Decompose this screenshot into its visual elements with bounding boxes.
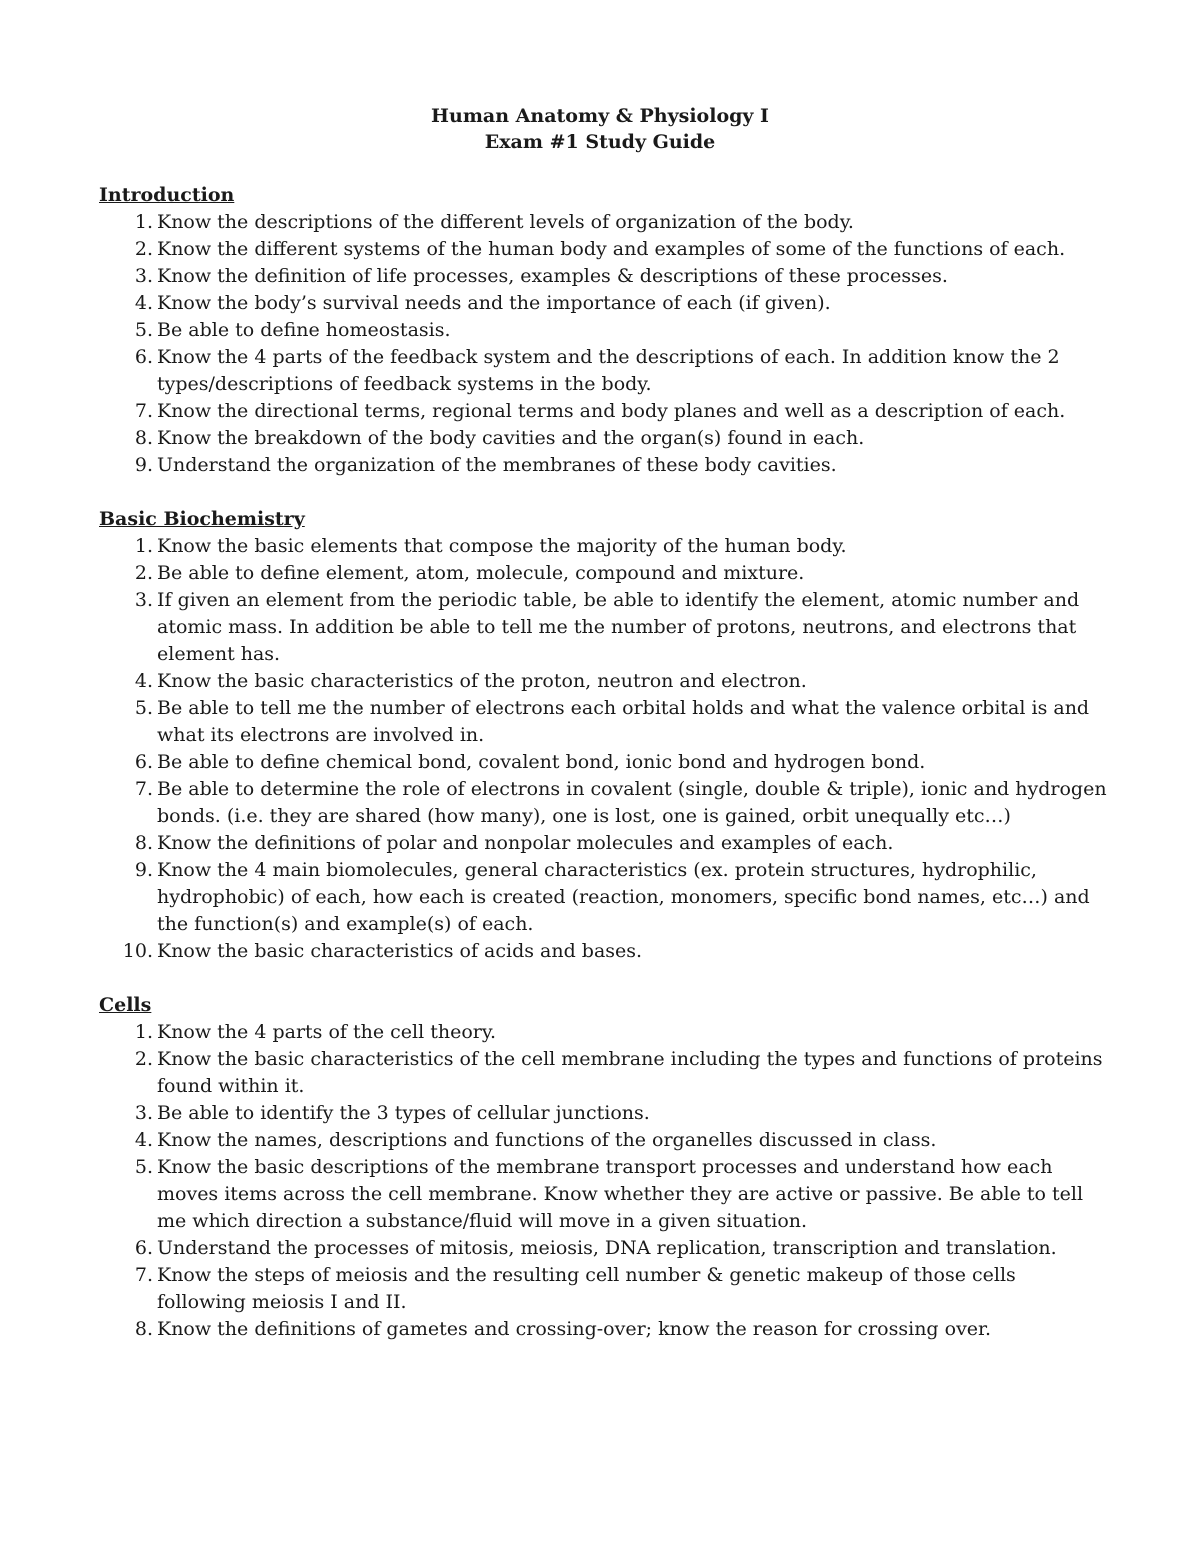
item-list: [99, 209, 1109, 479]
item-number: 8.: [134, 832, 153, 854]
item-text: Know the definition of life processes, examples & descriptions of these processes.: [157, 265, 948, 287]
item-number: 1.: [134, 1021, 153, 1043]
list-item: [99, 560, 1109, 587]
item-number: 6.: [134, 346, 153, 368]
item-text: Know the 4 main biomolecules, general characteristics (ex. protein structures, hydrophilic, hydrophobic) of each, how each is created (reaction, monomers, specific bond names, etc…) and the function(s) and example(s) of each.: [157, 859, 1090, 935]
list-item: [99, 290, 1109, 317]
list-item: [99, 209, 1109, 236]
section-heading: Cells: [99, 994, 152, 1016]
item-number: 4.: [134, 1129, 153, 1151]
item-number: 2.: [134, 1048, 153, 1070]
item-list: [99, 533, 1109, 965]
section-basic-biochemistry: [99, 506, 1109, 965]
list-item: [99, 857, 1109, 938]
item-number: 7.: [134, 400, 153, 422]
item-text: Know the 4 parts of the cell theory.: [157, 1021, 497, 1043]
list-item: [99, 1235, 1109, 1262]
item-text: Be able to identify the 3 types of cellular junctions.: [157, 1102, 650, 1124]
item-number: 1.: [134, 211, 153, 233]
item-text: If given an element from the periodic table, be able to identify the element, atomic number and atomic mass. In addition be able to tell me the number of protons, neutrons, and electrons that element has.: [157, 589, 1080, 665]
item-text: Know the different systems of the human body and examples of some of the functions of each.: [157, 238, 1066, 260]
section-introduction: [99, 182, 1109, 479]
list-item: [99, 938, 1109, 965]
item-text: Know the 4 parts of the feedback system and the descriptions of each. In addition know the 2 types/descriptions of feedback systems in the body.: [157, 346, 1060, 395]
item-text: Know the basic characteristics of the cell membrane including the types and functions of proteins found within it.: [157, 1048, 1103, 1097]
list-item: [99, 236, 1109, 263]
item-text: Know the basic descriptions of the membrane transport processes and understand how each moves items across the cell membrane. Know whether they are active or passive. Be able to tell me which direction a substance/fluid will move in a given situation.: [157, 1156, 1084, 1232]
list-item: [99, 776, 1109, 830]
list-item: [99, 398, 1109, 425]
list-item: [99, 533, 1109, 560]
list-item: [99, 1019, 1109, 1046]
item-number: 8.: [134, 427, 153, 449]
item-text: Know the body’s survival needs and the importance of each (if given).: [157, 292, 831, 314]
item-number: 2.: [134, 562, 153, 584]
item-number: 8.: [134, 1318, 153, 1340]
item-number: 9.: [134, 454, 153, 476]
item-number: 9.: [134, 859, 153, 881]
list-item: [99, 1316, 1109, 1343]
list-item: [99, 1154, 1109, 1235]
item-list: [99, 1019, 1109, 1343]
item-text: Know the descriptions of the different levels of organization of the body.: [157, 211, 854, 233]
item-text: Understand the organization of the membranes of these body cavities.: [157, 454, 837, 476]
item-number: 7.: [134, 778, 153, 800]
study-guide-content: [99, 182, 1109, 1370]
item-number: 5.: [134, 1156, 153, 1178]
item-text: Know the definitions of polar and nonpolar molecules and examples of each.: [157, 832, 894, 854]
item-number: 5.: [134, 697, 153, 719]
item-number: 3.: [134, 265, 153, 287]
list-item: [99, 668, 1109, 695]
list-item: [99, 1262, 1109, 1316]
list-item: [99, 425, 1109, 452]
section-heading: Introduction: [99, 184, 235, 206]
item-number: 3.: [134, 589, 153, 611]
item-text: Be able to determine the role of electrons in covalent (single, double & triple), ionic and hydrogen bonds. (i.e. they are shared (how many), one is lost, one is gained, orbit unequally etc…): [157, 778, 1107, 827]
item-text: Know the breakdown of the body cavities and the organ(s) found in each.: [157, 427, 865, 449]
item-number: 7.: [134, 1264, 153, 1286]
list-item: [99, 344, 1109, 398]
list-item: [99, 1100, 1109, 1127]
list-item: [99, 452, 1109, 479]
item-number: 2.: [134, 238, 153, 260]
list-item: [99, 830, 1109, 857]
item-text: Know the definitions of gametes and crossing-over; know the reason for crossing over.: [157, 1318, 992, 1340]
item-text: Be able to define chemical bond, covalent bond, ionic bond and hydrogen bond.: [157, 751, 926, 773]
item-number: 4.: [134, 292, 153, 314]
item-text: Be able to define homeostasis.: [157, 319, 451, 341]
list-item: [99, 695, 1109, 749]
item-text: Know the basic elements that compose the majority of the human body.: [157, 535, 847, 557]
item-number: 5.: [134, 319, 153, 341]
item-number: 1.: [134, 535, 153, 557]
list-item: [99, 749, 1109, 776]
item-text: Be able to define element, atom, molecule, compound and mixture.: [157, 562, 805, 584]
section-cells: [99, 992, 1109, 1343]
item-text: Know the basic characteristics of the proton, neutron and electron.: [157, 670, 807, 692]
list-item: [99, 1127, 1109, 1154]
item-text: Know the names, descriptions and functions of the organelles discussed in class.: [157, 1129, 937, 1151]
item-number: 6.: [134, 1237, 153, 1259]
list-item: [99, 1046, 1109, 1100]
item-number: 3.: [134, 1102, 153, 1124]
item-number: 10.: [122, 940, 153, 962]
item-text: Know the directional terms, regional terms and body planes and well as a description of each.: [157, 400, 1066, 422]
item-number: 4.: [134, 670, 153, 692]
item-text: Understand the processes of mitosis, meiosis, DNA replication, transcription and translation.: [157, 1237, 1057, 1259]
list-item: [99, 263, 1109, 290]
list-item: [99, 587, 1109, 668]
list-item: [99, 317, 1109, 344]
document-title: Human Anatomy & Physiology I: [431, 105, 769, 127]
title-block: [0, 103, 1200, 155]
item-text: Be able to tell me the number of electrons each orbital holds and what the valence orbital is and what its electrons are involved in.: [157, 697, 1090, 746]
item-text: Know the steps of meiosis and the resulting cell number & genetic makeup of those cells following meiosis I and II.: [157, 1264, 1016, 1313]
document-subtitle: Exam #1 Study Guide: [484, 131, 716, 153]
item-text: Know the basic characteristics of acids and bases.: [157, 940, 643, 962]
item-number: 6.: [134, 751, 153, 773]
section-heading: Basic Biochemistry: [99, 508, 305, 530]
